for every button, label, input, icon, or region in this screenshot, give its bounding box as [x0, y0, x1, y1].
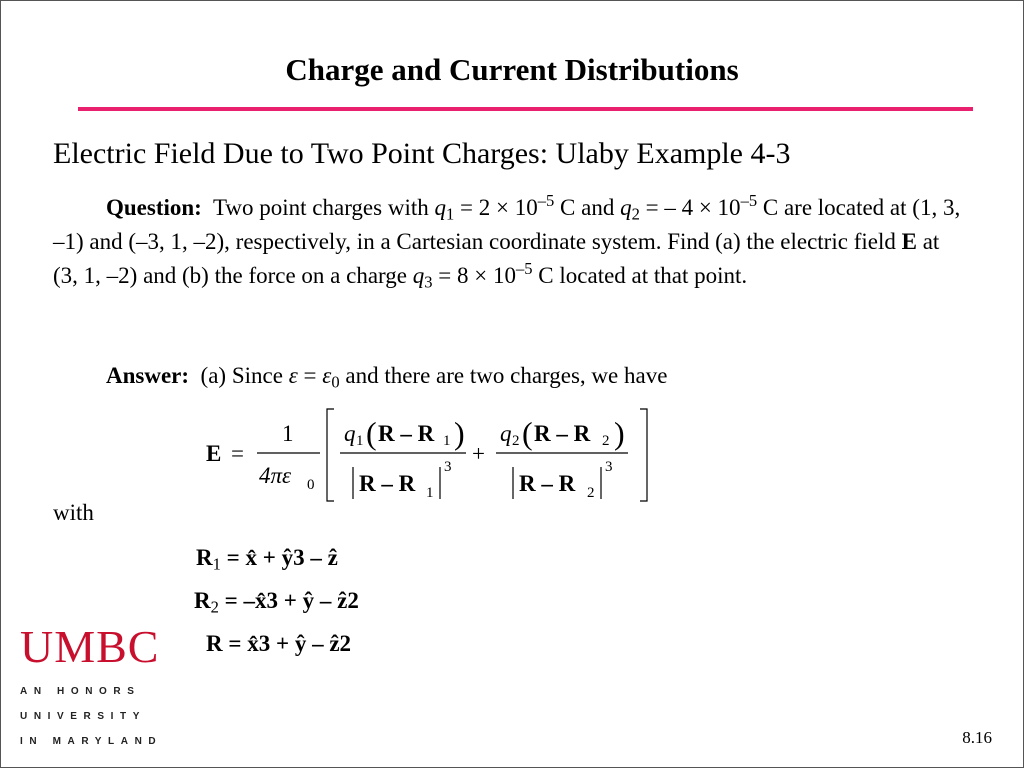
eq-term1-num-sub: 1: [443, 433, 451, 449]
question-text-3: C and: [560, 195, 615, 220]
vector-R1-rhs: = x̂ + ŷ3 – ẑ: [226, 545, 338, 570]
page-number: 8.16: [962, 728, 992, 747]
eq-den: 4πε: [259, 463, 292, 488]
eq-E: E: [206, 441, 222, 466]
eq-num: 1: [282, 421, 294, 446]
eq-q2-sub: 2: [512, 433, 520, 449]
eq-term2-num: R – R: [534, 421, 591, 446]
logo-line-2: UNIVERSITY: [20, 711, 147, 722]
eq-term1-cube: 3: [444, 459, 452, 475]
vector-R2-lhs: R: [194, 588, 211, 613]
eq-q2: q: [500, 421, 512, 446]
q3-subscript: 3: [424, 272, 433, 292]
eq-term2-den-sub: 2: [587, 485, 595, 501]
question-text-2: = 2 × 10: [460, 195, 538, 220]
eq-plus: +: [472, 441, 485, 466]
answer-label: Answer:: [106, 363, 190, 388]
answer-line: [106, 363, 668, 392]
eq-den-sub: 0: [307, 477, 315, 493]
question-label: Question:: [106, 195, 202, 220]
vector-R: [206, 631, 351, 657]
eq-term2-num-sub: 2: [602, 433, 610, 449]
logo-line-3: IN MARYLAND: [20, 736, 163, 747]
vector-R2-rhs: = –x̂3 + ŷ – ẑ2: [224, 588, 359, 613]
section-heading: Electric Field Due to Two Point Charges: Ulaby Example 4-3: [53, 137, 791, 170]
title-underline: [78, 107, 973, 111]
eq-paren-close-1: ): [454, 415, 465, 451]
eq-term1-den-sub: 1: [426, 485, 434, 501]
answer-text-1: (a) Since: [200, 363, 283, 388]
logo-wordmark: UMBC: [20, 621, 160, 672]
vector-R2-sub: 2: [210, 597, 219, 617]
question-text-1: Two point charges with: [212, 195, 429, 220]
q2-exponent: –5: [740, 190, 758, 210]
question-text-4: = – 4 × 10: [645, 195, 741, 220]
question-text-7: at (3, 1, –2) and (b) the force on a charge: [53, 229, 940, 288]
vector-R1-lhs: R: [196, 545, 213, 570]
vector-R1-sub: 1: [212, 554, 221, 574]
question-paragraph: [53, 191, 968, 293]
answer-equals: =: [303, 363, 317, 388]
vector-R1: [196, 545, 338, 574]
question-text-8: = 8 × 10: [438, 263, 516, 288]
question-text-6: system. Find (a) the electric field: [591, 229, 896, 254]
umbc-logo: [20, 621, 163, 747]
slide-title: Charge and Current Distributions: [285, 52, 739, 87]
eq-term1-num: R – R: [378, 421, 435, 446]
q2-symbol: q: [620, 195, 632, 220]
q3-symbol: q: [412, 263, 425, 288]
eq-term2-cube: 3: [605, 459, 613, 475]
with-label: with: [53, 500, 94, 525]
q2-subscript: 2: [631, 204, 640, 224]
q1-exponent: –5: [537, 190, 555, 210]
question-text-line2: are located at (1, 3, –1) and (–3, 1, –2), respectively, in a Cartesian coordinate: [53, 195, 961, 254]
epsilon0-symbol: ε: [322, 363, 332, 388]
vector-R-rhs: = x̂3 + ŷ – ẑ2: [228, 631, 352, 656]
eq-q1-sub: 1: [356, 433, 364, 449]
answer-text-2: and there are two charges, we have: [345, 363, 668, 388]
q1-subscript: 1: [445, 204, 455, 224]
eq-paren-open-1: (: [366, 415, 377, 451]
epsilon-symbol: ε: [288, 363, 298, 388]
question-text-9: C located at that point.: [538, 263, 748, 288]
q3-exponent: –5: [516, 258, 533, 278]
q1-symbol: q: [434, 195, 446, 220]
eq-equals: =: [231, 441, 244, 466]
eq-paren-open-2: (: [522, 415, 533, 451]
logo-line-1: AN HONORS: [20, 686, 141, 697]
field-symbol: E: [901, 229, 917, 254]
eq-term2-den: R – R: [519, 471, 576, 496]
eq-paren-close-2: ): [614, 415, 625, 451]
eq-q1: q: [344, 421, 356, 446]
epsilon0-subscript: 0: [331, 372, 340, 392]
vector-R2: [194, 588, 359, 617]
vector-R-lhs: R: [206, 631, 223, 656]
question-text-5: C: [762, 195, 779, 220]
field-equation: [200, 405, 660, 505]
eq-term1-den: R – R: [359, 471, 416, 496]
